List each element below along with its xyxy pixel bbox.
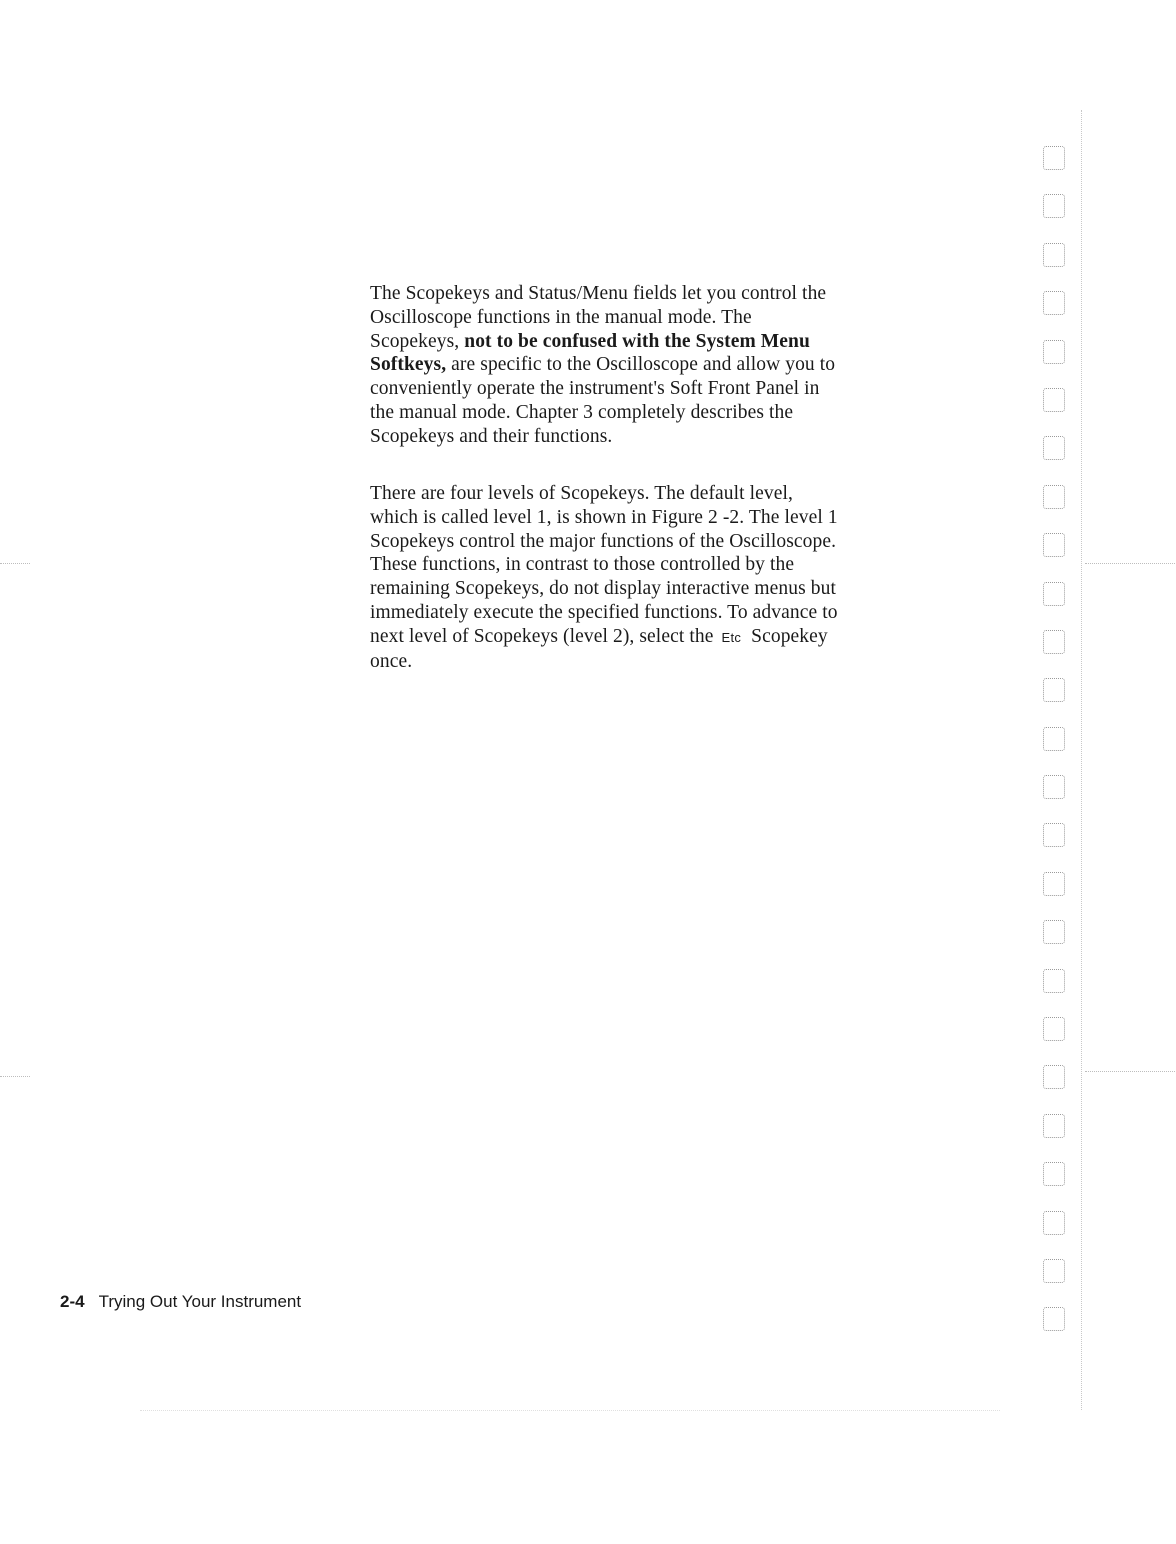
text-line: once.: [370, 650, 413, 672]
text-line: immediately execute the specified functions. To advance to: [370, 601, 838, 623]
binder-hole: [1043, 340, 1065, 364]
binder-hole: [1043, 582, 1065, 606]
text-line: There are four levels of Scopekeys. The default level,: [370, 483, 794, 504]
binder-hole: [1043, 1211, 1065, 1235]
binder-hole: [1043, 969, 1065, 993]
binder-hole: [1043, 533, 1065, 557]
binder-hole: [1043, 1065, 1065, 1089]
text-line: [370, 330, 918, 354]
binder-hole: [1043, 436, 1065, 460]
etc-key-label: Etc: [721, 629, 742, 645]
page-footer: [60, 1292, 301, 1312]
text-line: remaining Scopekeys, do not display interactive menus but: [370, 578, 837, 600]
section-title: Trying Out Your Instrument: [98, 1292, 302, 1311]
binder-hole: [1043, 1307, 1065, 1331]
binder-hole: [1043, 388, 1065, 412]
scan-mark: [140, 1410, 1000, 1411]
scan-mark: [0, 1076, 30, 1077]
binder-hole: [1043, 678, 1065, 702]
binder-hole: [1043, 1017, 1065, 1041]
text-run: are specific to the Oscilloscope and allow you to: [446, 354, 836, 376]
text-line: Scopekeys control the major functions of the Oscilloscope.: [370, 530, 837, 552]
paragraph-scopekeys-intro: [370, 282, 918, 449]
text-run: Scopekeys,: [370, 330, 465, 352]
text-line: which is called level 1, is shown in Figure 2 -2. The level 1: [370, 506, 838, 528]
scan-mark: [1085, 1071, 1175, 1072]
binder-hole: [1043, 920, 1065, 944]
binder-hole: [1043, 727, 1065, 751]
binder-hole: [1043, 194, 1065, 218]
bold-emphasis: Softkeys,: [370, 354, 447, 376]
page-edge-line: [1081, 110, 1082, 1410]
binder-holes: [1043, 146, 1069, 1356]
text-run: next level of Scopekeys (level 2), select the: [370, 625, 714, 647]
binder-hole: [1043, 872, 1065, 896]
page-number: 2-4: [60, 1292, 85, 1311]
bold-emphasis: not to be confused with the System Menu: [464, 330, 810, 352]
text-line: conveniently operate the instrument's Soft Front Panel in: [370, 378, 820, 400]
binder-hole: [1043, 243, 1065, 267]
binder-hole: [1043, 1114, 1065, 1138]
text-line: Oscilloscope functions in the manual mode. The: [370, 306, 752, 328]
binder-hole: [1043, 146, 1065, 170]
paragraph-scopekey-levels: [370, 482, 918, 673]
text-line: The Scopekeys and Status/Menu fields let you control the: [370, 283, 827, 304]
text-run: Scopekey: [751, 625, 828, 647]
text-line: These functions, in contrast to those controlled by the: [370, 554, 795, 576]
binder-hole: [1043, 775, 1065, 799]
binder-hole: [1043, 1259, 1065, 1283]
text-line: [370, 625, 918, 650]
binder-hole: [1043, 823, 1065, 847]
text-line: [370, 353, 918, 377]
binder-hole: [1043, 1162, 1065, 1186]
scan-mark: [1085, 563, 1175, 564]
binder-hole: [1043, 291, 1065, 315]
binder-hole: [1043, 485, 1065, 509]
scan-mark: [0, 563, 30, 564]
text-line: the manual mode. Chapter 3 completely describes the: [370, 401, 794, 423]
text-line: Scopekeys and their functions.: [370, 425, 613, 447]
binder-hole: [1043, 630, 1065, 654]
